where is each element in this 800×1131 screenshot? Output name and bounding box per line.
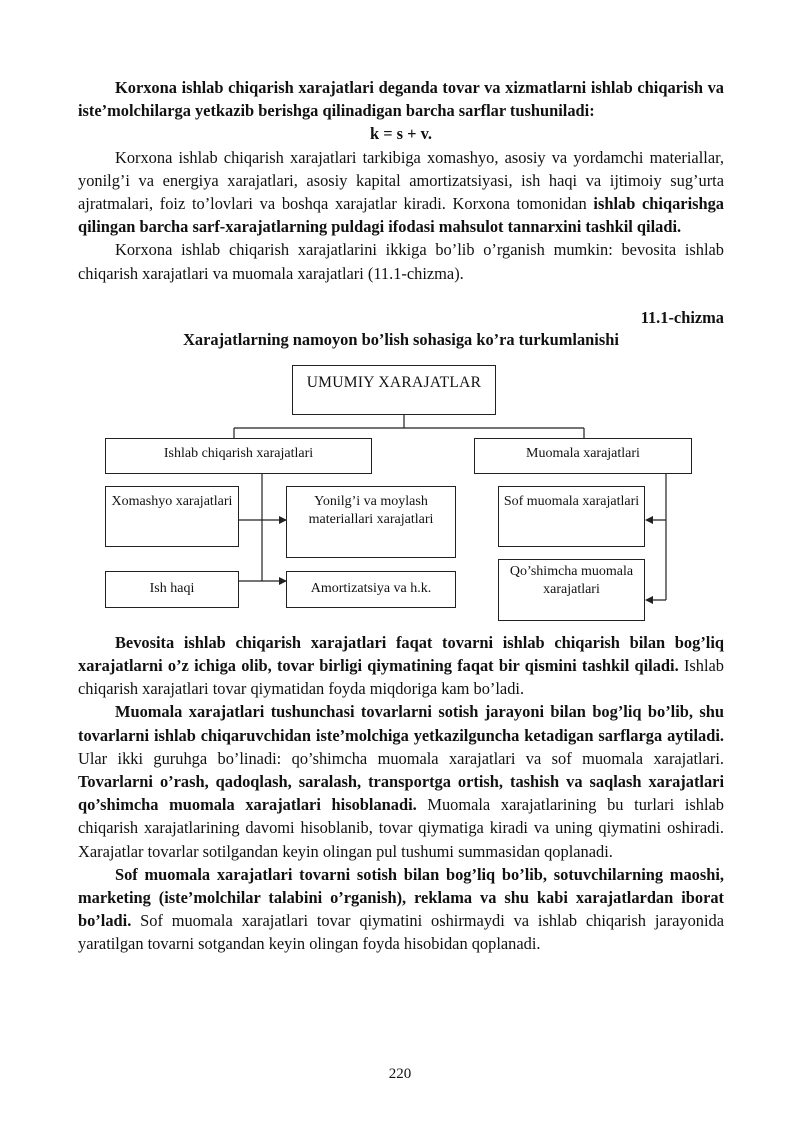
page-content (78, 76, 724, 956)
direct-costs-paragraph (78, 631, 724, 701)
cost-classification-diagram (78, 351, 724, 623)
circulation-bold-text-2: Tovarlarni o’rash, qadoqlash, saralash, transportga ortish, tashish va saqlash xarajatlari qo’shimcha muomala xarajatlari hisoblanadi. (78, 772, 724, 815)
additional-circulation-label: Qo’shimcha muomala xarajatlari (509, 563, 634, 597)
circulation-text-1: Ular ikki guruhga bo’linadi: qo’shimcha muomala xarajatlari va sof muomala xarajatlari. (78, 748, 724, 768)
definition-bold-text: Korxona ishlab chiqarish xarajatlari deganda tovar va xizmatlarni ishlab chiqarish va iste’molchilarga yetkazib berishga qilinadigan barcha sarflar tushuniladi: (78, 78, 724, 121)
raw-materials-box (105, 486, 239, 547)
direct-costs-bold-text: Bevosita ishlab chiqarish xarajatlari faqat tovarni ishlab chiqarish bilan bog’liq xarajatlarni o’z ichiga olib, tovar birligi qiymatining faqat bir qismini tashkil qiladi. (78, 632, 724, 676)
root-label: UMUMIY XARAJATLAR (306, 373, 482, 391)
fuel-label: Yonilg’i va moylash materiallari xarajatlari (308, 493, 434, 527)
production-costs-box (105, 438, 372, 474)
raw-materials-label: Xomashyo xarajatlari (111, 493, 233, 509)
net-circulation-text: Sof muomala xarajatlari tovar qiymatini oshirmaydi va ishlab chiqarish jarayonida yaratilgan tovarni sotgandan keyin olingan foyda hisobidan qoplanadi. (78, 911, 724, 954)
circulation-costs-box (474, 438, 692, 474)
depreciation-label: Amortizatsiya va h.k. (310, 580, 432, 596)
cost-formula: k = s + v. (370, 124, 432, 144)
net-circulation-paragraph (78, 863, 724, 956)
direct-costs-text: Ishlab chiqarish xarajatlari tovar qiymatidan foyda miqdoriga kam bo’ladi. (78, 656, 724, 699)
circulation-text-2: Muomala xarajatlarining bu turlari ishlab chiqarish xarajatlarining davomi hisoblanib, tovar qiymatiga kiradi va uning qiymatini oshiradi. Xarajatlar tovarlar sotilgandan keyin olingan pul tushumi summasidan qoplanadi. (78, 795, 725, 861)
circulation-paragraph (78, 700, 724, 862)
root-box (292, 365, 496, 415)
composition-bold-text: ishlab chiqarishga qilingan barcha sarf-xarajatlarning puldagi ifodasi mahsulot tannarxini tashkil qiladi. (78, 194, 725, 237)
wages-label: Ish haqi (149, 580, 195, 596)
fuel-box (286, 486, 456, 558)
composition-paragraph (78, 146, 724, 239)
net-circulation-bold-text: Sof muomala xarajatlari tovarni sotish bilan bog’liq bo’lib, sotuvchilarning maoshi, marketing (iste’molchilar talabini o’rganish), reklama va shu kabi xarajatlardan iborat bo’ladi. (78, 864, 724, 931)
page-number: 220 (388, 1066, 412, 1082)
depreciation-box (286, 571, 456, 608)
definition-paragraph (78, 76, 724, 122)
circulation-bold-text-1: Muomala xarajatlari tushunchasi tovarlarni sotish jarayoni bilan bog’liq bo’lib, shu tovarlarni ishlab chiqaruvchidan iste’molchiga yetkazilguncha ketadigan sarflarga aytiladi. (78, 702, 724, 745)
net-circulation-label: Sof muomala xarajatlari (503, 493, 640, 509)
composition-text: Korxona ishlab chiqarish xarajatlari tarkibiga xomashyo, asosiy va yordamchi materiallar, yonilg’i va energiya xarajatlari, asosiy kapital amortizatsiyasi, ish haqi va ijtimoiy sug’urta ajratmalari, foiz to’lovlari va boshqa xarajatlar kiradi. Korxona tomonidan (78, 147, 724, 214)
production-costs-label: Ishlab chiqarish xarajatlari (163, 445, 314, 461)
additional-circulation-box (498, 559, 645, 621)
circulation-costs-label: Muomala xarajatlari (526, 445, 640, 461)
figure-number: 11.1-chizma (640, 307, 724, 327)
figure-title: Xarajatlarning namoyon bo’lish sohasiga ko’ra turkumlanishi (183, 329, 619, 349)
classification-paragraph: Korxona ishlab chiqarish xarajatlarini ikkiga bo’lib o’rganish mumkin: bevosita ishlab chiqarish xarajatlari va muomala xarajatlari (11.1-chizma). (78, 240, 724, 283)
wages-box (105, 571, 239, 608)
net-circulation-box (498, 486, 645, 547)
